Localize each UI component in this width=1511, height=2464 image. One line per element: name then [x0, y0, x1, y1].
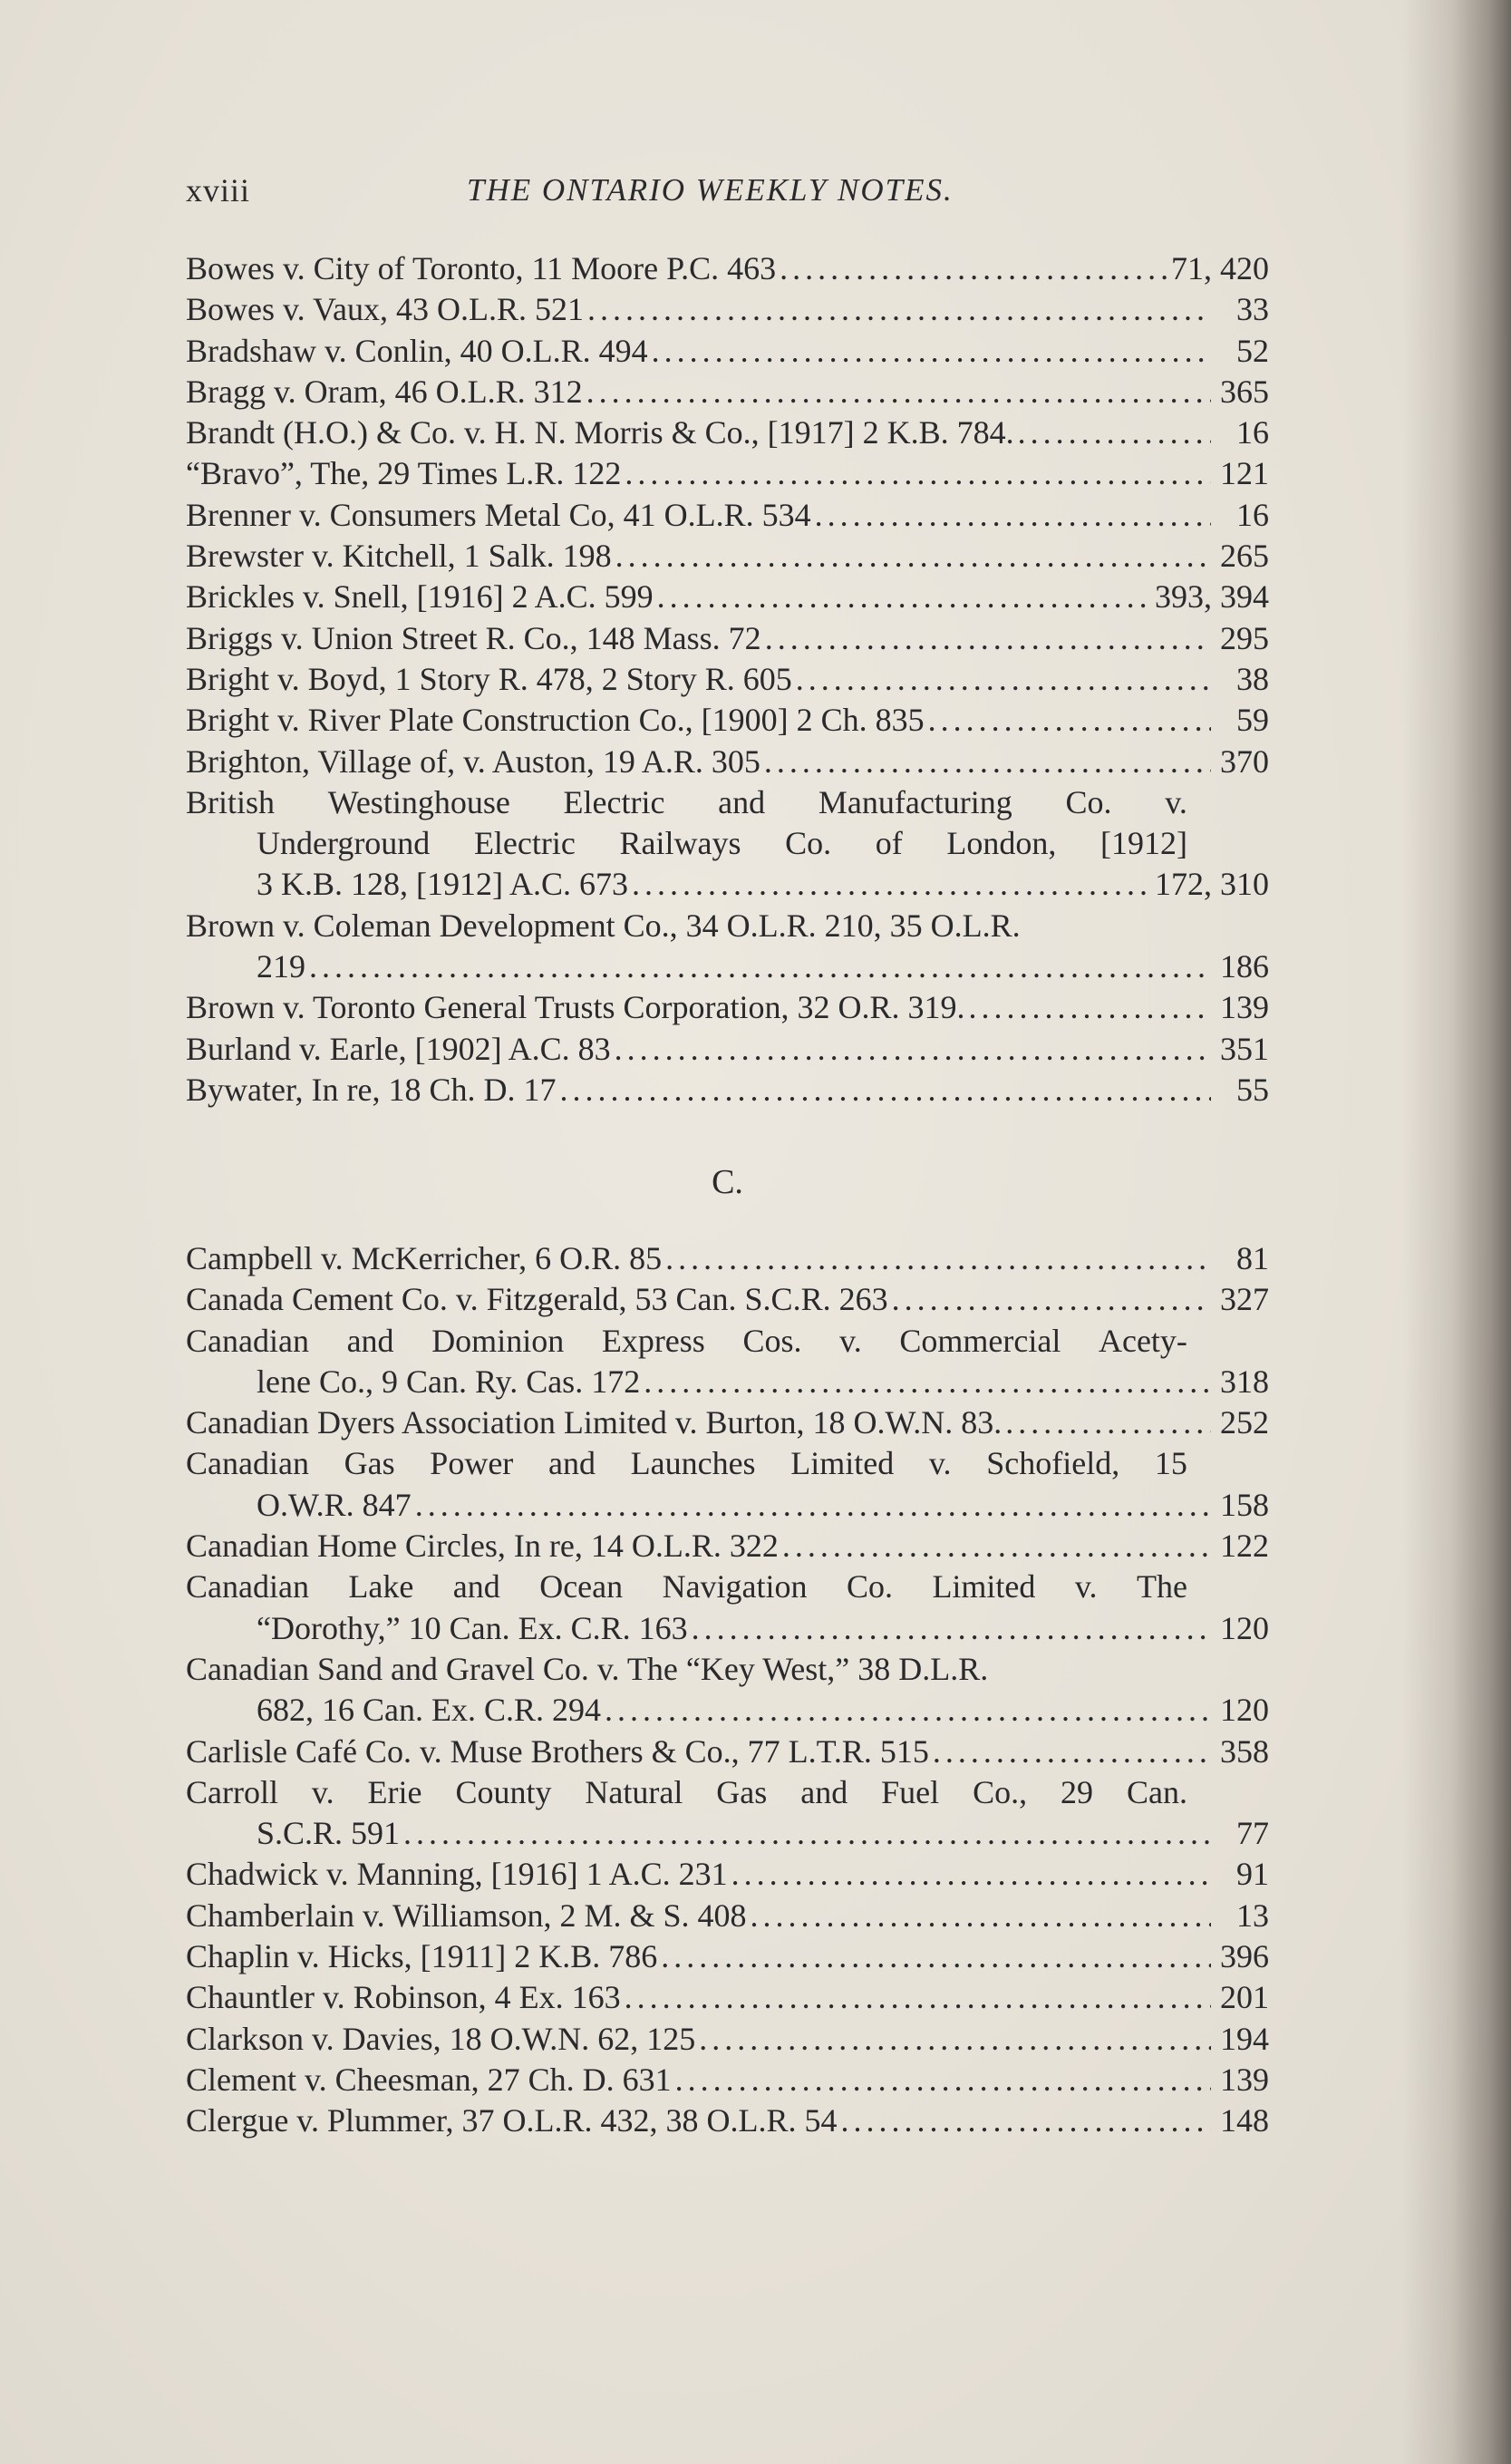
- case-citation: Brenner v. Consumers Metal Co, 41 O.L.R. 534: [186, 496, 811, 533]
- entry-line: [186, 1238, 1269, 1279]
- entry-line: [186, 412, 1269, 453]
- page-reference: 81: [1236, 1240, 1269, 1276]
- index-entry: [186, 1977, 1269, 2018]
- case-citation: “Bravo”, The, 29 Times L.R. 122: [186, 455, 622, 492]
- index-entry: [186, 1402, 1269, 1443]
- page-reference: 265: [1220, 538, 1269, 575]
- entry-line: [186, 1029, 1269, 1070]
- case-citation: Chamberlain v. Williamson, 2 M. & S. 408: [186, 1897, 747, 1934]
- page-reference: 120: [1220, 1692, 1269, 1729]
- entry-word: Co.,: [973, 1773, 1028, 1810]
- dot-leader: [731, 1854, 1211, 1895]
- entry-line: [186, 1772, 1269, 1813]
- case-citation: Chauntler v. Robinson, 4 Ex. 163: [186, 1979, 621, 2016]
- index-section-c: [186, 1238, 1269, 2142]
- entry-word: v.: [1165, 783, 1187, 820]
- index-entry: [186, 742, 1269, 782]
- entry-line: [186, 618, 1269, 659]
- page-reference: 393, 394: [1155, 578, 1269, 616]
- entry-word: Natural: [585, 1773, 683, 1810]
- entry-word: Schofield,: [986, 1445, 1120, 1482]
- dot-leader: [780, 248, 1167, 289]
- entry-word: 29: [1061, 1773, 1094, 1810]
- dot-leader: [587, 289, 1211, 330]
- dot-leader: [782, 1526, 1211, 1567]
- index-entry: [186, 2060, 1269, 2100]
- case-citation: Bywater, In re, 18 Ch. D. 17: [186, 1071, 557, 1108]
- entry-line: [186, 289, 1269, 330]
- case-citation: Brickles v. Snell, [1916] 2 A.C. 599: [186, 578, 654, 616]
- entry-line: [186, 372, 1269, 412]
- index-entry: [186, 577, 1269, 617]
- entry-word: v.: [839, 1322, 862, 1359]
- entry-word: Erie: [367, 1773, 422, 1810]
- entry-text: [186, 1321, 1269, 1362]
- entry-word: Canadian: [186, 1445, 309, 1482]
- entry-line: [186, 1567, 1269, 1607]
- entry-word: Electric: [473, 825, 576, 862]
- entry-word: Canadian Sand and Gravel Co. v. The “Key West,” 38 D.L.R.: [186, 1650, 989, 1687]
- entry-word: v.: [1074, 1568, 1098, 1605]
- dot-leader: [933, 1732, 1211, 1772]
- entry-line: [186, 1936, 1269, 1977]
- entry-line: [186, 248, 1269, 289]
- entry-text: [186, 1649, 1269, 1690]
- case-citation: Canada Cement Co. v. Fitzgerald, 53 Can. S.C.R. 263: [186, 1281, 888, 1318]
- entry-line: [186, 1977, 1269, 2018]
- index-entry: [186, 1896, 1269, 1936]
- entry-word: Co.: [785, 825, 832, 862]
- entry-line: [186, 2019, 1269, 2060]
- entry-text: [186, 782, 1269, 823]
- entry-word: v.: [311, 1773, 334, 1810]
- entry-line: [186, 987, 1269, 1028]
- index-entry: [186, 289, 1269, 330]
- dot-leader: [892, 1279, 1211, 1320]
- index-entry: [186, 331, 1269, 372]
- entry-line: [186, 782, 1269, 823]
- index-entry: [186, 1029, 1269, 1070]
- entry-word: British: [186, 783, 276, 820]
- dot-leader: [625, 453, 1211, 494]
- page-reference: 38: [1236, 660, 1269, 697]
- index-entry: [186, 1649, 1269, 1732]
- case-citation: “Dorothy,” 10 Can. Ex. C.R. 163: [257, 1609, 688, 1646]
- running-title: THE ONTARIO WEEKLY NOTES.: [467, 172, 954, 208]
- entry-word: Launches: [630, 1445, 756, 1482]
- entry-line: [186, 1443, 1269, 1484]
- entry-line: [186, 1279, 1269, 1320]
- page-reference: 71, 420: [1171, 250, 1269, 286]
- entry-line: [186, 536, 1269, 577]
- entry-word: Canadian: [186, 1568, 309, 1605]
- index-entry: [186, 1732, 1269, 1772]
- case-citation: Clement v. Cheesman, 27 Ch. D. 631: [186, 2061, 672, 2098]
- index-entry: [186, 1772, 1269, 1855]
- entry-text: [186, 1567, 1269, 1607]
- entry-word: Gas: [716, 1773, 768, 1810]
- page-reference: 327: [1220, 1281, 1269, 1318]
- entry-line: [186, 1070, 1269, 1111]
- case-citation: Bradshaw v. Conlin, 40 O.L.R. 494: [186, 332, 648, 369]
- entry-line: [186, 1649, 1269, 1690]
- dot-leader: [968, 987, 1211, 1028]
- entry-line: [186, 823, 1269, 864]
- dot-leader: [661, 1936, 1211, 1977]
- case-citation: Clergue v. Plummer, 37 O.L.R. 432, 38 O.L.R. 54: [186, 2102, 838, 2139]
- case-citation: lene Co., 9 Can. Ry. Cas. 172: [257, 1363, 641, 1400]
- entry-word: Carroll: [186, 1773, 278, 1810]
- entry-word: and: [452, 1568, 500, 1605]
- page-reference: 139: [1220, 2061, 1269, 2098]
- entry-word: Navigation: [662, 1568, 808, 1605]
- case-citation: 682, 16 Can. Ex. C.R. 294: [257, 1692, 602, 1729]
- case-citation: S.C.R. 591: [257, 1815, 401, 1852]
- binding-shadow: [1402, 0, 1511, 2464]
- case-citation: Bright v. Boyd, 1 Story R. 478, 2 Story R. 605: [186, 660, 792, 697]
- index-entry: [186, 700, 1269, 741]
- case-citation: Canadian Dyers Association Limited v. Burton, 18 O.W.N. 83.: [186, 1404, 1002, 1441]
- index-entry: [186, 1854, 1269, 1895]
- entry-word: Manufacturing: [818, 783, 1012, 820]
- page-reference: 33: [1236, 291, 1269, 328]
- entry-word: Dominion: [431, 1322, 565, 1359]
- dot-leader: [644, 1362, 1211, 1402]
- entry-word: Fuel: [881, 1773, 940, 1810]
- dot-leader: [559, 1070, 1211, 1111]
- index-entry: [186, 1070, 1269, 1111]
- case-citation: Brewster v. Kitchell, 1 Salk. 198: [186, 538, 612, 575]
- page-reference: 55: [1236, 1071, 1269, 1108]
- entry-word: The: [1136, 1568, 1187, 1605]
- entry-word: Acety-: [1098, 1322, 1187, 1359]
- entry-line: [186, 453, 1269, 494]
- dot-leader: [675, 2060, 1211, 2100]
- entry-text: [186, 1772, 1269, 1813]
- entry-word: Canadian: [186, 1322, 309, 1359]
- case-citation: Campbell v. McKerricher, 6 O.R. 85: [186, 1240, 663, 1276]
- case-citation: Bowes v. Vaux, 43 O.L.R. 521: [186, 291, 584, 328]
- case-citation: 219: [257, 948, 305, 985]
- case-citation: Bowes v. City of Toronto, 11 Moore P.C. 463: [186, 250, 777, 286]
- entry-line: [186, 1854, 1269, 1895]
- dot-leader: [605, 1690, 1211, 1731]
- dot-leader: [415, 1485, 1211, 1526]
- page-reference: 91: [1236, 1856, 1269, 1893]
- entry-word: Lake: [348, 1568, 414, 1605]
- entry-line: [186, 1526, 1269, 1567]
- entry-word: Gas: [344, 1445, 395, 1482]
- entry-word: Limited: [790, 1445, 895, 1482]
- entry-line: [186, 1690, 1269, 1731]
- dot-leader: [841, 2100, 1211, 2141]
- case-citation: 3 K.B. 128, [1912] A.C. 673: [257, 866, 629, 903]
- entry-word: Express: [601, 1322, 705, 1359]
- page-reference: 77: [1236, 1815, 1269, 1852]
- dot-leader: [815, 495, 1211, 536]
- dot-leader: [615, 1029, 1211, 1070]
- index-entry: [186, 453, 1269, 494]
- page-reference: 172, 310: [1155, 866, 1269, 903]
- case-citation: Briggs v. Union Street R. Co., 148 Mass. 72: [186, 619, 761, 656]
- dot-leader: [751, 1896, 1211, 1936]
- dot-leader: [586, 372, 1211, 412]
- page-reference: 158: [1220, 1486, 1269, 1523]
- entry-line: [186, 2060, 1269, 2100]
- dot-leader: [1005, 1402, 1211, 1443]
- dot-leader: [309, 946, 1211, 987]
- entry-line: [186, 1732, 1269, 1772]
- dot-leader: [615, 536, 1211, 577]
- entry-word: London,: [946, 825, 1057, 862]
- index-entry: [186, 659, 1269, 700]
- page-reference: 365: [1220, 373, 1269, 410]
- dot-leader: [928, 700, 1211, 741]
- index-section-b: [186, 248, 1269, 1111]
- dot-leader: [403, 1813, 1211, 1854]
- entry-line: [186, 495, 1269, 536]
- index-entry: [186, 987, 1269, 1028]
- index-entry: [186, 1238, 1269, 1279]
- dot-leader: [657, 577, 1151, 617]
- entry-word: Co.: [846, 1568, 893, 1605]
- page-reference: 139: [1220, 989, 1269, 1026]
- page-number: xviii: [186, 172, 251, 209]
- entry-word: Ocean: [539, 1568, 624, 1605]
- entry-text: [186, 1443, 1269, 1484]
- entry-line: [186, 659, 1269, 700]
- index-entry: [186, 618, 1269, 659]
- index-entry: [186, 1443, 1269, 1526]
- dot-leader: [699, 2019, 1211, 2060]
- index-entry: [186, 2100, 1269, 2141]
- entry-word: and: [718, 783, 766, 820]
- dot-leader: [796, 659, 1211, 700]
- case-citation: Brighton, Village of, v. Auston, 19 A.R. 305: [186, 742, 760, 780]
- case-citation: O.W.R. 847: [257, 1486, 412, 1523]
- dot-leader: [665, 1238, 1211, 1279]
- index-entry: [186, 1936, 1269, 1977]
- entry-line: [186, 1362, 1269, 1402]
- entry-word: County: [455, 1773, 552, 1810]
- index-entry: [186, 2019, 1269, 2060]
- entry-line: [186, 946, 1269, 987]
- index-entry: [186, 1567, 1269, 1649]
- running-head: [186, 168, 1210, 213]
- entry-word: Electric: [563, 783, 665, 820]
- index-entry: [186, 1321, 1269, 1403]
- entry-word: Can.: [1126, 1773, 1187, 1810]
- dot-leader: [1018, 412, 1211, 453]
- entry-line: [186, 2100, 1269, 2141]
- entry-line: [186, 577, 1269, 617]
- case-citation: Brown v. Toronto General Trusts Corporation, 32 O.R. 319.: [186, 989, 965, 1026]
- case-citation: Bragg v. Oram, 46 O.L.R. 312: [186, 373, 583, 410]
- entry-line: [186, 742, 1269, 782]
- index-entry: [186, 1526, 1269, 1567]
- page-reference: 120: [1220, 1609, 1269, 1646]
- dot-leader: [692, 1608, 1211, 1649]
- page-reference: 122: [1220, 1528, 1269, 1565]
- page-reference: 351: [1220, 1030, 1269, 1067]
- dot-leader: [764, 742, 1211, 782]
- entry-word: Co.: [1065, 783, 1112, 820]
- index-entry: [186, 248, 1269, 289]
- entry-word: Underground: [257, 825, 431, 862]
- entry-word: and: [547, 1445, 596, 1482]
- case-citation: Carlisle Café Co. v. Muse Brothers & Co., 77 L.T.R. 515: [186, 1732, 929, 1770]
- page-reference: 370: [1220, 742, 1269, 780]
- case-citation: Brandt (H.O.) & Co. v. H. N. Morris & Co., [1917] 2 K.B. 784.: [186, 414, 1014, 451]
- page-reference: 148: [1220, 2102, 1269, 2139]
- entry-line: [186, 864, 1269, 905]
- case-citation: Chaplin v. Hicks, [1911] 2 K.B. 786: [186, 1938, 658, 1975]
- entry-line: [186, 1485, 1269, 1526]
- page-reference: 59: [1236, 702, 1269, 739]
- case-citation: Bright v. River Plate Construction Co., [1900] 2 Ch. 835: [186, 702, 925, 739]
- page-reference: 295: [1220, 619, 1269, 656]
- entry-word: Commercial: [899, 1322, 1061, 1359]
- dot-leader: [652, 331, 1211, 372]
- index-entry: [186, 536, 1269, 577]
- page-reference: 252: [1220, 1404, 1269, 1441]
- entry-word: Brown v. Coleman Development Co., 34 O.L.R. 210, 35 O.L.R.: [186, 907, 1021, 944]
- page-reference: 13: [1236, 1897, 1269, 1934]
- page-reference: 186: [1220, 948, 1269, 985]
- page-reference: 16: [1236, 496, 1269, 533]
- entry-text: [257, 823, 1269, 864]
- entry-word: Power: [430, 1445, 514, 1482]
- entry-word: 15: [1154, 1445, 1187, 1482]
- entry-word: and: [800, 1773, 848, 1810]
- entry-line: [186, 1896, 1269, 1936]
- page-reference: 201: [1220, 1979, 1269, 2016]
- index-entry: [186, 1279, 1269, 1320]
- case-citation: Chadwick v. Manning, [1916] 1 A.C. 231: [186, 1856, 728, 1893]
- page-reference: 396: [1220, 1938, 1269, 1975]
- dot-leader: [765, 618, 1211, 659]
- entry-word: [1912]: [1099, 825, 1187, 862]
- page-reference: 121: [1220, 455, 1269, 492]
- dot-leader: [625, 1977, 1211, 2018]
- entry-line: [186, 1608, 1269, 1649]
- entry-line: [186, 1813, 1269, 1854]
- entry-text: [186, 906, 1269, 946]
- case-citation: Burland v. Earle, [1902] A.C. 83: [186, 1030, 611, 1067]
- entry-word: Cos.: [742, 1322, 802, 1359]
- index-entry: [186, 412, 1269, 453]
- entry-line: [186, 1321, 1269, 1362]
- page-reference: 194: [1220, 2020, 1269, 2057]
- section-heading-c: C.: [712, 1163, 743, 1201]
- entry-line: [186, 1402, 1269, 1443]
- entry-line: [186, 906, 1269, 946]
- index-entry: [186, 372, 1269, 412]
- entry-line: [186, 700, 1269, 741]
- index-entry: [186, 495, 1269, 536]
- entry-word: Limited: [932, 1568, 1036, 1605]
- entry-line: [186, 331, 1269, 372]
- entry-word: Railways: [619, 825, 741, 862]
- page-reference: 358: [1220, 1732, 1269, 1770]
- entry-word: v.: [928, 1445, 952, 1482]
- case-citation: Clarkson v. Davies, 18 O.W.N. 62, 125: [186, 2020, 696, 2057]
- index-entry: [186, 906, 1269, 988]
- page-reference: 318: [1220, 1363, 1269, 1400]
- page-reference: 16: [1236, 414, 1269, 451]
- index-entry: [186, 782, 1269, 906]
- page-reference: 52: [1236, 332, 1269, 369]
- entry-word: Westinghouse: [327, 783, 510, 820]
- entry-word: of: [875, 825, 903, 862]
- case-citation: Canadian Home Circles, In re, 14 O.L.R. 322: [186, 1528, 779, 1565]
- dot-leader: [632, 864, 1151, 905]
- entry-word: and: [346, 1322, 394, 1359]
